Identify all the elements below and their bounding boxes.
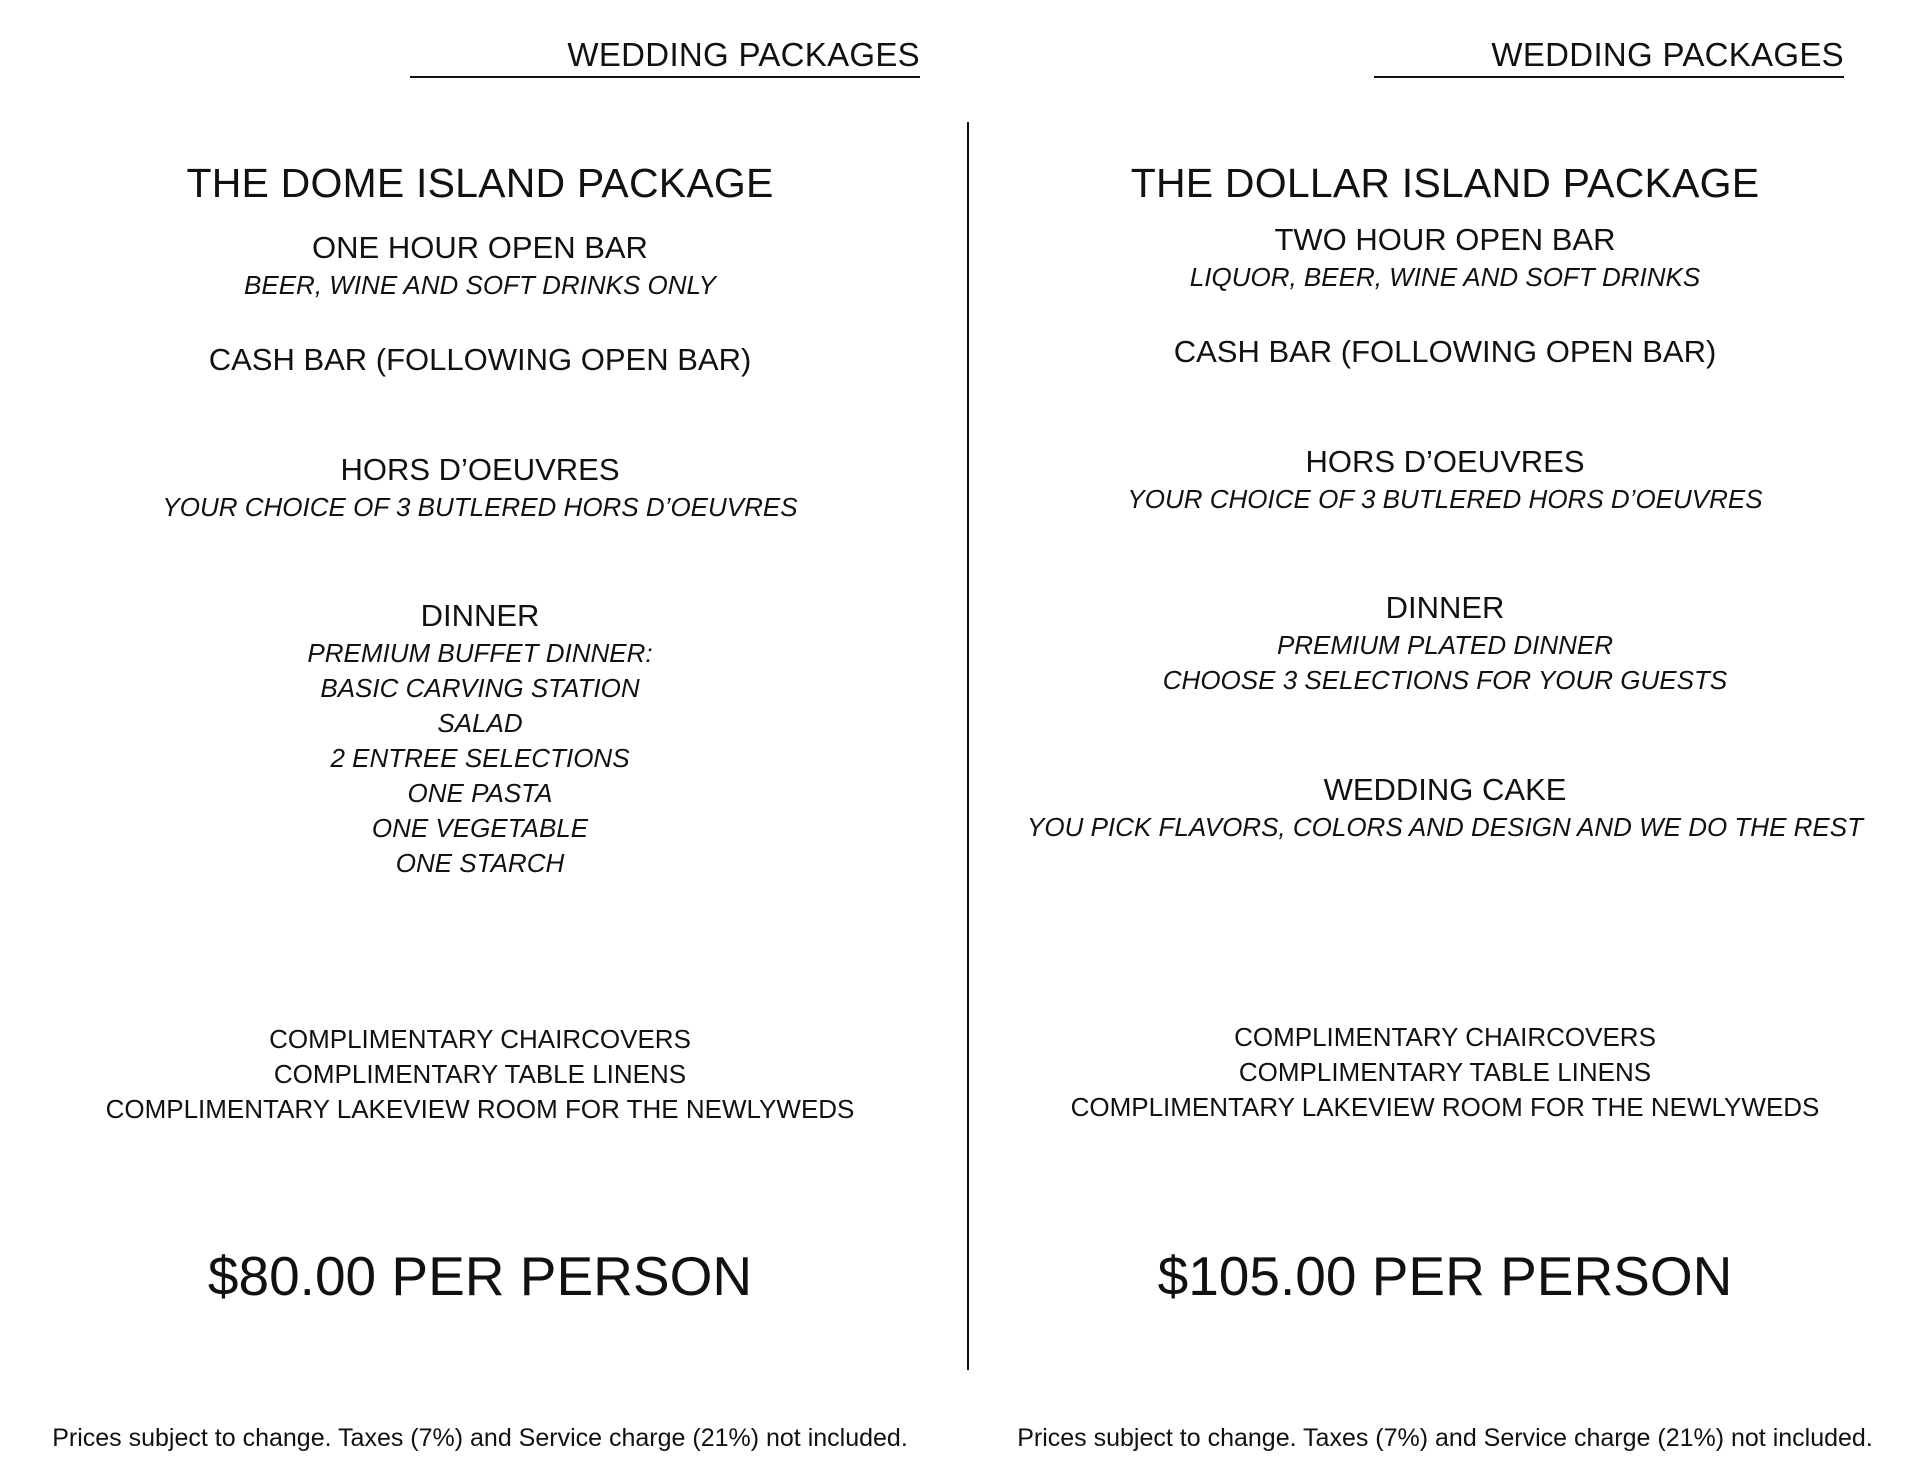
dinner-line: ONE STARCH xyxy=(395,848,565,878)
complimentary-list xyxy=(960,1020,1920,1125)
dinner-line: CHOOSE 3 SELECTIONS FOR YOUR GUESTS xyxy=(1162,665,1728,695)
dinner-line: BASIC CARVING STATION xyxy=(320,673,640,703)
price-per-person: $105.00 PER PERSON xyxy=(1157,1245,1733,1307)
price-per-person: $80.00 PER PERSON xyxy=(207,1245,753,1307)
open-bar-title: ONE HOUR OPEN BAR xyxy=(312,230,648,265)
hors-doeuvres-title: HORS D’OEUVRES xyxy=(1305,444,1585,479)
hors-doeuvres-detail: YOUR CHOICE OF 3 BUTLERED HORS D’OEUVRES xyxy=(162,492,798,522)
dinner-line: SALAD xyxy=(437,708,523,738)
dinner-details xyxy=(960,628,1920,698)
wedding-cake-title: WEDDING CAKE xyxy=(1323,772,1567,807)
dinner-details xyxy=(0,636,960,881)
package-column-dollar-island xyxy=(960,0,1920,1484)
dinner-title: DINNER xyxy=(1385,590,1505,625)
complimentary-item: COMPLIMENTARY LAKEVIEW ROOM FOR THE NEWLYWEDS xyxy=(1070,1092,1820,1122)
cash-bar-title: CASH BAR (FOLLOWING OPEN BAR) xyxy=(1173,334,1717,369)
complimentary-item: COMPLIMENTARY TABLE LINENS xyxy=(273,1059,687,1089)
hors-doeuvres-detail: YOUR CHOICE OF 3 BUTLERED HORS D’OEUVRES xyxy=(1127,484,1763,514)
header-underline xyxy=(1374,76,1844,78)
package-title: THE DOLLAR ISLAND PACKAGE xyxy=(1130,160,1760,206)
page-header xyxy=(1374,36,1844,80)
dinner-line: ONE VEGETABLE xyxy=(371,813,589,843)
header-underline xyxy=(410,76,920,78)
wedding-cake-detail: YOU PICK FLAVORS, COLORS AND DESIGN AND WE DO THE REST xyxy=(1027,812,1863,842)
footer-disclaimer: Prices subject to change. Taxes (7%) and Service charge (21%) not included. xyxy=(1017,1424,1873,1452)
hors-doeuvres-title: HORS D’OEUVRES xyxy=(340,452,620,487)
header-title: WEDDING PACKAGES xyxy=(567,36,920,73)
page-header xyxy=(410,36,920,80)
complimentary-item: COMPLIMENTARY CHAIRCOVERS xyxy=(269,1024,691,1054)
package-title: THE DOME ISLAND PACKAGE xyxy=(186,160,774,206)
dinner-line: ONE PASTA xyxy=(407,778,553,808)
header-title: WEDDING PACKAGES xyxy=(1491,36,1844,73)
dinner-line: PREMIUM BUFFET DINNER: xyxy=(307,638,653,668)
footer-disclaimer: Prices subject to change. Taxes (7%) and Service charge (21%) not included. xyxy=(52,1424,908,1452)
complimentary-item: COMPLIMENTARY LAKEVIEW ROOM FOR THE NEWLYWEDS xyxy=(105,1094,855,1124)
dinner-line: PREMIUM PLATED DINNER xyxy=(1276,630,1614,660)
dinner-line: 2 ENTREE SELECTIONS xyxy=(330,743,630,773)
dinner-title: DINNER xyxy=(420,598,540,633)
complimentary-item: COMPLIMENTARY CHAIRCOVERS xyxy=(1234,1022,1656,1052)
cash-bar-title: CASH BAR (FOLLOWING OPEN BAR) xyxy=(208,342,752,377)
open-bar-detail: LIQUOR, BEER, WINE AND SOFT DRINKS xyxy=(1189,262,1701,292)
complimentary-list xyxy=(0,1022,960,1127)
open-bar-title: TWO HOUR OPEN BAR xyxy=(1274,222,1616,257)
open-bar-detail: BEER, WINE AND SOFT DRINKS ONLY xyxy=(244,270,716,300)
complimentary-item: COMPLIMENTARY TABLE LINENS xyxy=(1238,1057,1652,1087)
